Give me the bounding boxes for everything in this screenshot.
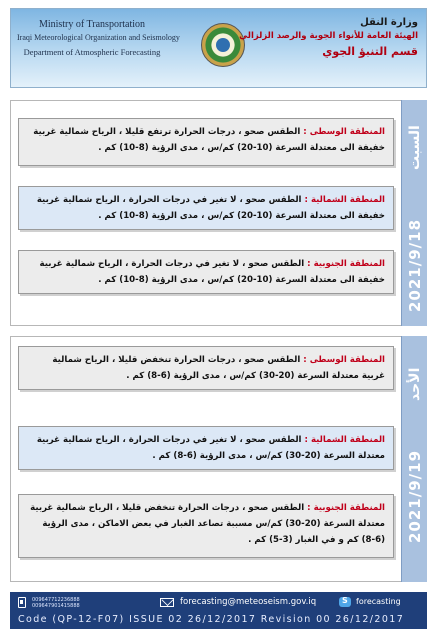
skype-handle[interactable]: forecasting xyxy=(356,597,401,606)
organization-logo-icon xyxy=(201,23,245,67)
ministry-name-ar: وزارة النقل xyxy=(360,17,418,28)
document-code: Code (QP-12-F07) ISSUE 02 26/12/2017 Revision 00 26/12/2017 xyxy=(18,614,405,625)
region-label: المنطقة الجنوبية : xyxy=(307,259,385,269)
region-label: المنطقة الوسطى : xyxy=(303,127,385,137)
phone-numbers xyxy=(32,597,80,609)
forecast-south-day1 xyxy=(18,250,394,294)
date-band-1 xyxy=(401,100,427,326)
organization-name-ar: الهيئة العامة للأنواء الجوية والرصد الزلزالي xyxy=(239,31,418,41)
letterhead xyxy=(10,8,427,88)
region-label: المنطقة الجنوبية : xyxy=(307,503,385,513)
forecast-text: الطقس صحو ، درجات الحرارة تنخفض قليلا ، الرياح شمالية غربية معتدلة السرعة (20-30) كم/س مسببة تصاعد الغبار في بعض الاماكن ، مدى الرؤية (6-8) كم و في الغبار (3-5) كم . xyxy=(30,503,385,545)
day-name-1: السبت xyxy=(407,125,423,171)
forecast-text: الطقس صحو ، لا تغير في درجات الحرارة ، الرياح شمالية غربية معتدلة السرعة (20-30) كم/س ، مدى الرؤية (6-8) كم . xyxy=(36,435,385,461)
ministry-name-en: Ministry of Transportation xyxy=(38,19,146,30)
phone-icon xyxy=(18,597,26,608)
forecast-text: الطقس صحو ، لا تغير في درجات الحرارة ، الرياح شمالية غربية خفيفة الى معتدلة السرعة (10-20) كم/س ، مدى الرؤية (8-10) كم . xyxy=(39,259,385,285)
date-1: 2021/9/18 xyxy=(406,218,424,312)
forecast-north-day1 xyxy=(18,186,394,230)
phone-number-2: 009647901415888 xyxy=(32,603,80,609)
email-link[interactable]: forecasting@meteoseism.gov.iq xyxy=(180,597,317,607)
footer-bar xyxy=(10,592,427,629)
forecast-south-day2 xyxy=(18,494,394,558)
date-band-2 xyxy=(401,336,427,582)
region-label: المنطقة الشمالية : xyxy=(304,435,385,445)
phone-number-1: 009647712236888 xyxy=(32,597,80,603)
mail-icon xyxy=(160,598,174,607)
forecast-central-day1 xyxy=(18,118,394,166)
department-name-ar: قسم التنبؤ الجوي xyxy=(322,45,418,58)
organization-name-en: Iraqi Meteorological Organization and Seismology xyxy=(17,33,180,42)
department-name-en: Department of Atmospheric Forecasting xyxy=(23,47,161,57)
forecast-text: الطقس صحو ، درجات الحرارة تنخفض قليلا ، الرياح شمالية غربية معتدلة السرعة (20-30) كم/س ، مدى الرؤية (6-8) كم . xyxy=(52,355,385,381)
forecast-central-day2 xyxy=(18,346,394,390)
forecast-north-day2 xyxy=(18,426,394,470)
forecast-text: الطقس صحو ، درجات الحرارة ترتفع قليلا ، الرياح شمالية غربية خفيفة الى معتدلة السرعة (10-20) كم/س ، مدى الرؤية (8-10) كم . xyxy=(33,127,385,153)
date-2: 2021/9/19 xyxy=(406,449,424,543)
forecast-text: الطقس صحو ، لا تغير في درجات الحرارة ، الرياح شمالية غربية خفيفة الى معتدلة السرعة (10-20) كم/س ، مدى الرؤية (8-10) كم . xyxy=(36,195,385,221)
region-label: المنطقة الوسطى : xyxy=(303,355,385,365)
skype-icon xyxy=(339,597,351,607)
region-label: المنطقة الشمالية : xyxy=(304,195,385,205)
day-name-2: الأحد xyxy=(407,367,423,401)
